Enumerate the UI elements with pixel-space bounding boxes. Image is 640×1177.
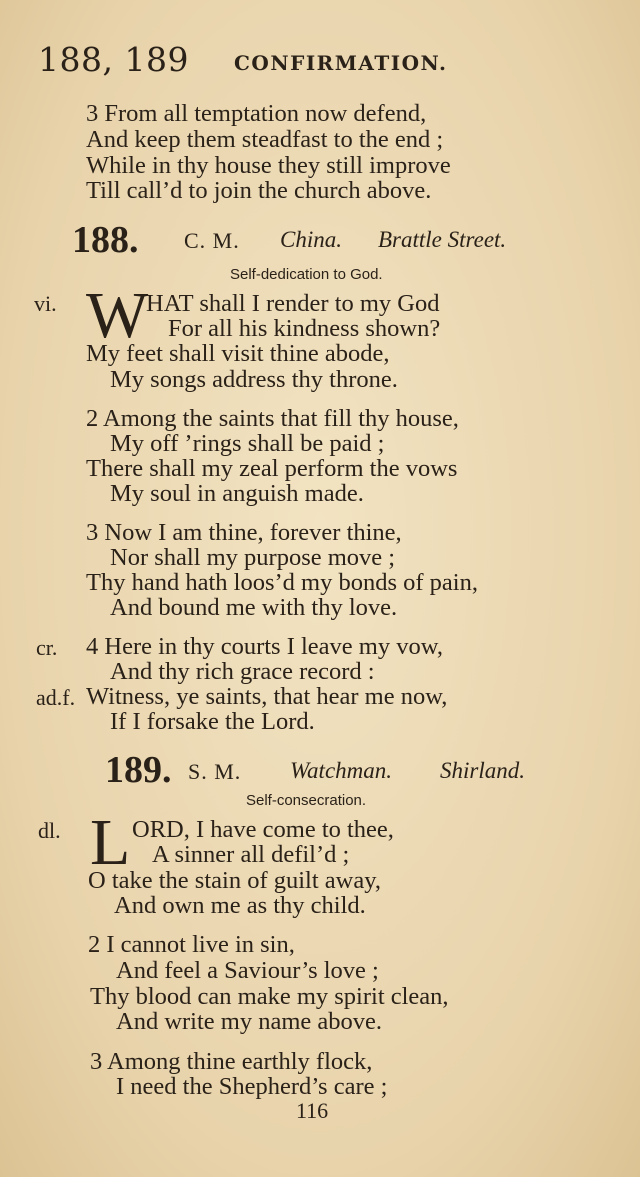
section-title: CONFIRMATION. bbox=[234, 51, 448, 75]
hymn-189-drop-cap: L bbox=[90, 806, 131, 879]
hymn-188-line-2: For all his kindness shown? bbox=[168, 315, 441, 342]
continued-line-1: 3 From all temptation now defend, bbox=[86, 100, 427, 127]
hymn-189-tune-2: Shirland. bbox=[440, 758, 525, 783]
hymn-188-subtitle: Self-dedication to God. bbox=[230, 266, 383, 283]
hymn-188-line-16: If I forsake the Lord. bbox=[110, 708, 315, 735]
hymn-188-line-14: And thy rich grace record : bbox=[110, 658, 375, 685]
hymn-188-line-8: My soul in anguish made. bbox=[110, 480, 364, 507]
margin-mark-adf: ad.f. bbox=[36, 685, 76, 710]
hymn-189-line-3: O take the stain of guilt away, bbox=[88, 867, 382, 894]
hymn-188-line-13: 4 Here in thy courts I leave my vow, bbox=[86, 633, 443, 660]
hymn-188-line-4: My songs address thy throne. bbox=[110, 366, 398, 393]
hymn-189-line-8: And write my name above. bbox=[116, 1008, 383, 1035]
hymn-188-line-6: My off ’rings shall be paid ; bbox=[110, 430, 385, 457]
hymn-188-tune-1: China. bbox=[280, 227, 342, 252]
continued-line-2: And keep them steadfast to the end ; bbox=[86, 126, 444, 153]
hymn-188-line-12: And bound me with thy love. bbox=[110, 594, 398, 621]
hymn-188-line-3: My feet shall visit thine abode, bbox=[86, 340, 390, 367]
hymn-188-meter: C. M. bbox=[184, 228, 240, 253]
hymn-189-line-2: A sinner all defil’d ; bbox=[152, 841, 350, 868]
hymn-189-number: 189. bbox=[105, 749, 172, 791]
hymn-188-drop-cap: W bbox=[86, 279, 149, 352]
hymn-numbers-header: 188, 189 bbox=[38, 40, 189, 79]
hymn-189-line-7: Thy blood can make my spirit clean, bbox=[90, 983, 449, 1010]
page-number: 116 bbox=[296, 1098, 329, 1123]
hymn-188-line-11: Thy hand hath loos’d my bonds of pain, bbox=[86, 569, 478, 596]
hymn-189-line-5: 2 I cannot live in sin, bbox=[88, 931, 295, 958]
hymn-188-line-9: 3 Now I am thine, forever thine, bbox=[86, 519, 402, 546]
hymn-188-line-5: 2 Among the saints that fill thy house, bbox=[86, 405, 459, 432]
hymn-188-tune-2: Brattle Street. bbox=[378, 227, 507, 252]
hymn-188-number: 188. bbox=[72, 219, 139, 261]
hymn-188-line-10: Nor shall my purpose move ; bbox=[110, 544, 396, 571]
hymn-189-line-9: 3 Among thine earthly flock, bbox=[90, 1048, 373, 1075]
hymn-189-line-6: And feel a Saviour’s love ; bbox=[116, 957, 379, 984]
continued-line-3: While in thy house they still improve bbox=[86, 152, 451, 179]
hymn-188-line-7: There shall my zeal perform the vows bbox=[86, 455, 458, 482]
hymn-189-line-1: ORD, I have come to thee, bbox=[132, 816, 394, 843]
continued-line-4: Till call’d to join the church above. bbox=[86, 177, 432, 204]
hymn-189-meter: S. M. bbox=[188, 759, 242, 784]
hymn-189-subtitle: Self-consecration. bbox=[246, 792, 367, 809]
hymn-189-tune-1: Watchman. bbox=[290, 758, 393, 783]
hymn-189-line-10: I need the Shepherd’s care ; bbox=[116, 1073, 388, 1100]
hymn-188-line-1: HAT shall I render to my God bbox=[146, 290, 440, 317]
margin-mark-vi: vi. bbox=[34, 291, 57, 316]
margin-mark-dl: dl. bbox=[38, 818, 61, 843]
margin-mark-cr: cr. bbox=[36, 635, 58, 660]
hymn-189-line-4: And own me as thy child. bbox=[114, 892, 366, 919]
hymn-188-line-15: Witness, ye saints, that hear me now, bbox=[86, 683, 448, 710]
